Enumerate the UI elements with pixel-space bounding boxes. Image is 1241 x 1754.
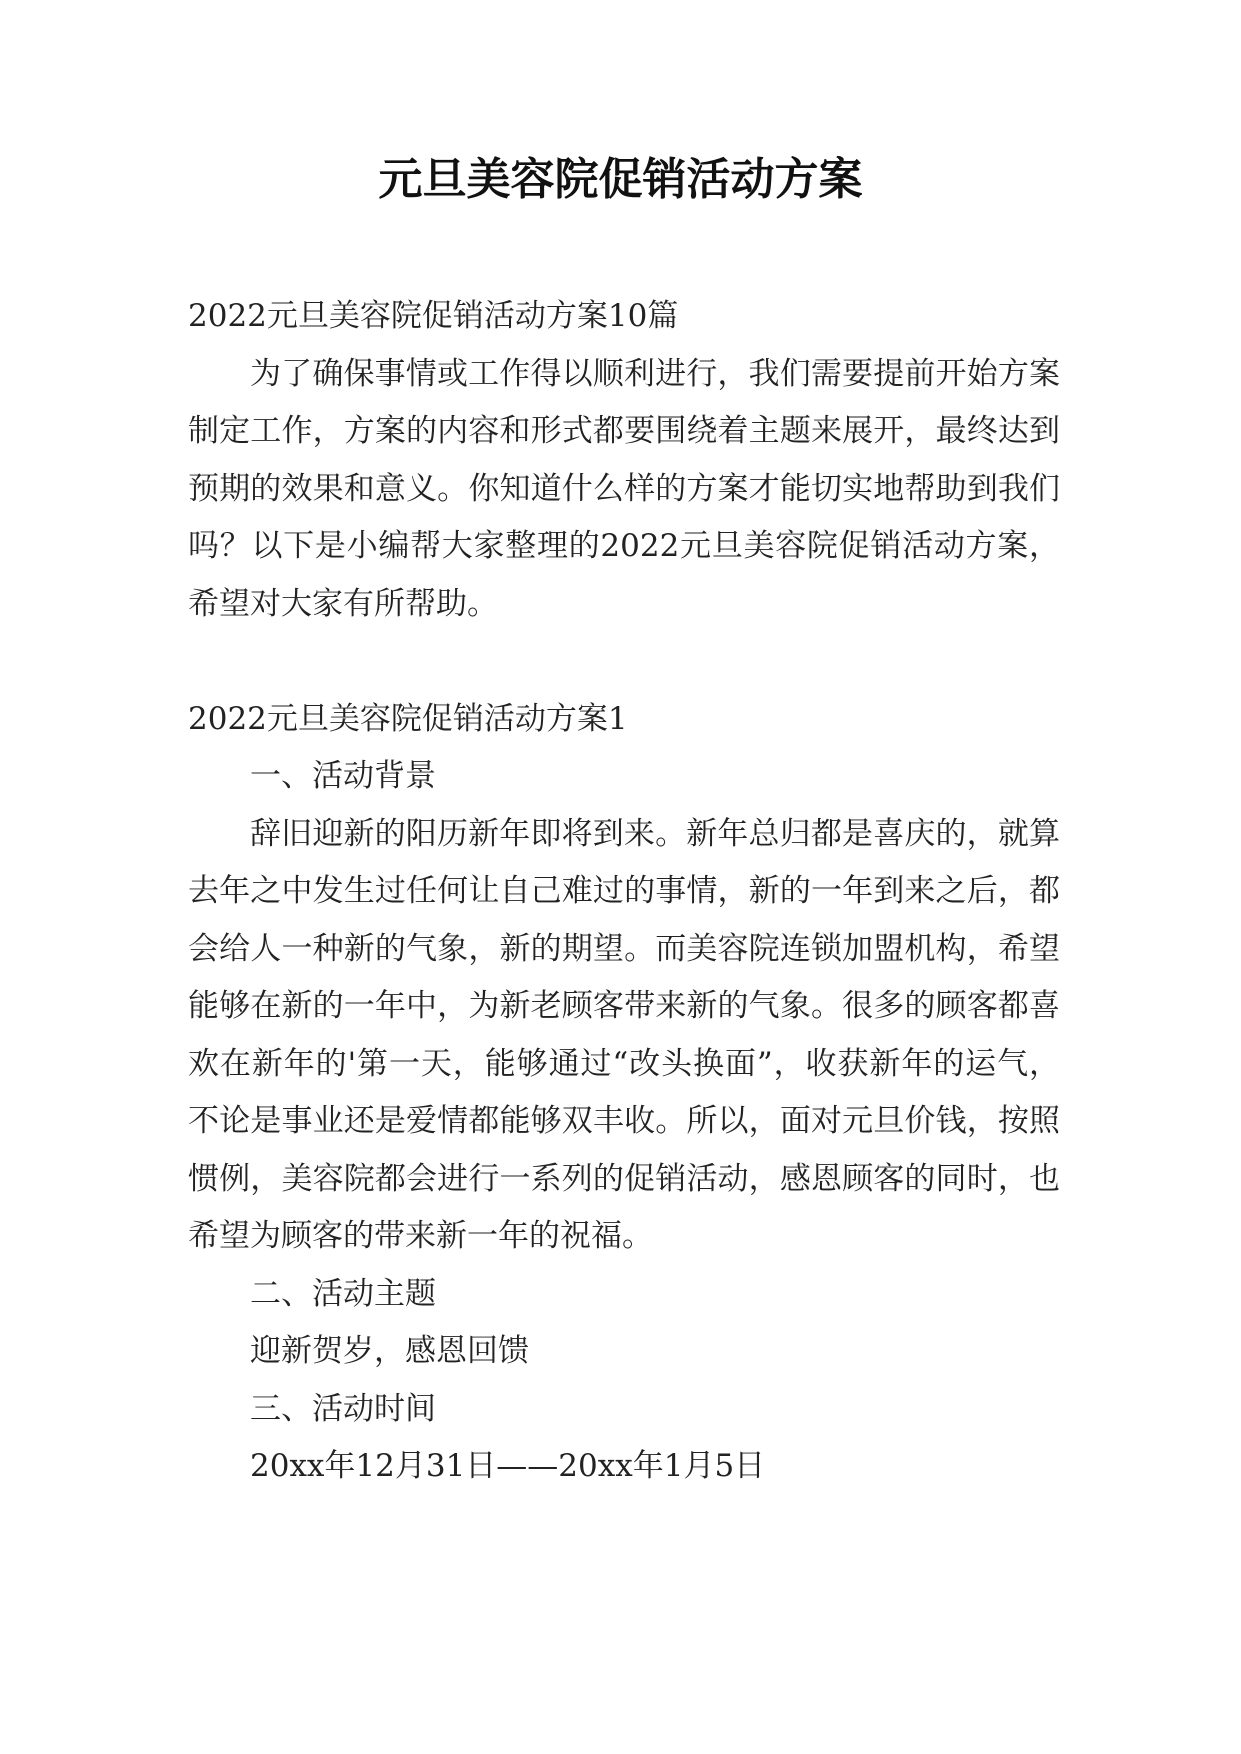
paragraph-gap — [188, 633, 1060, 691]
background-heading: 一、活动背景 — [250, 758, 436, 794]
section-heading: 2022元旦美容院促销活动方案1 — [188, 700, 628, 737]
document-subtitle: 2022元旦美容院促销活动方案10篇 — [188, 298, 679, 334]
theme-text: 迎新贺岁，感恩回馈 — [250, 1333, 529, 1369]
theme-heading: 二、活动主题 — [250, 1275, 436, 1312]
time-heading: 三、活动时间 — [250, 1390, 436, 1427]
intro-paragraph: 为了确保事情或工作得以顺利进行，我们需要提前开始方案制定工作，方案的内容和形式都要围绕着主题来展开，最终达到预期的效果和意义。你知道什么样的方案才能切实地帮助到我们吗？以下是小编帮大家整理的2022元旦美容院促销活动方案，希望对大家有所帮助。 — [188, 355, 1060, 622]
document-body — [188, 288, 1060, 1496]
document-title: 元旦美容院促销活动方案 — [378, 154, 863, 205]
time-text: 20xx年12月31日——20xx年1月5日 — [250, 1448, 766, 1484]
background-paragraph: 辞旧迎新的阳历新年即将到来。新年总归都是喜庆的，就算去年之中发生过任何让自己难过的事情，新的一年到来之后，都会给人一种新的气象，新的期望。而美容院连锁加盟机构，希望能够在新的一年中，为新老顾客带来新的气象。很多的顾客都喜欢在新年的'第一天，能够通过“改头换面”，收获新年的运气，不论是事业还是爱情都能够双丰收。所以，面对元旦价钱，按照惯例，美容院都会进行一系列的促销活动，感恩顾客的同时，也希望为顾客的带来新一年的祝福。 — [188, 815, 1060, 1254]
